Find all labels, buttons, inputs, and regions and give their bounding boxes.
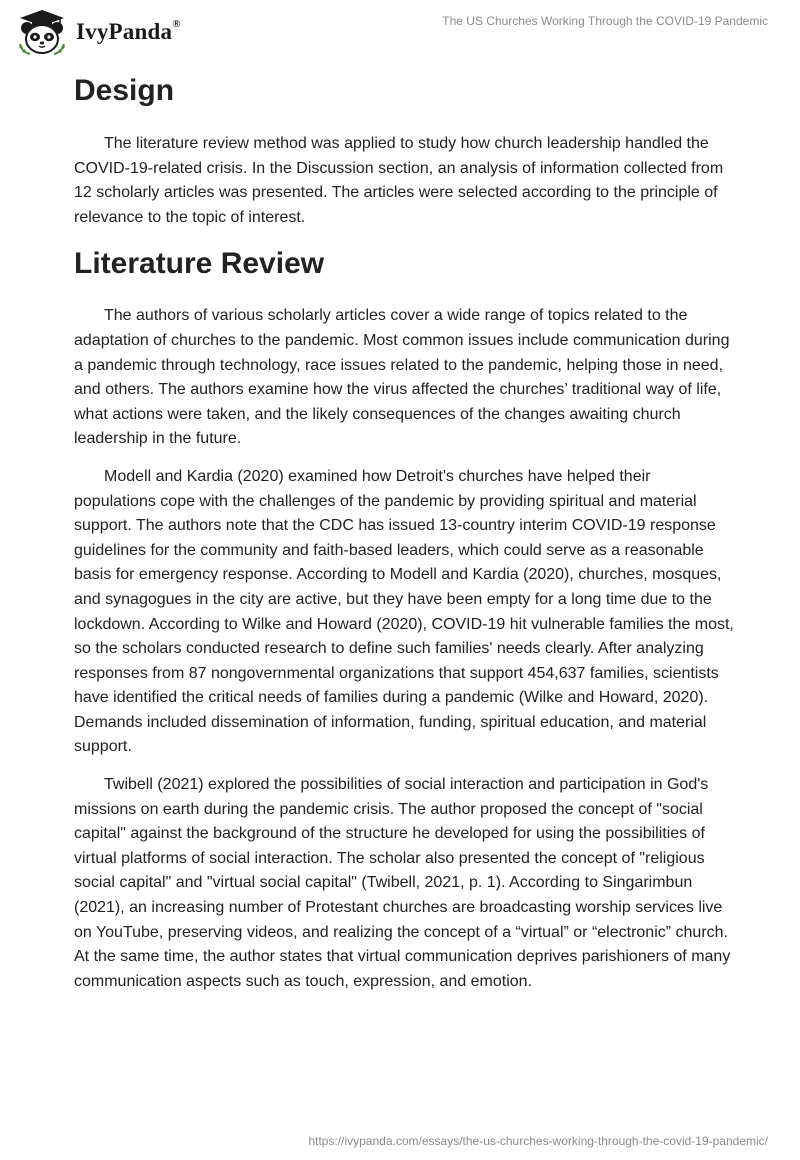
panda-graduate-icon: [14, 8, 70, 56]
brand-logo[interactable]: [14, 8, 181, 56]
article-body: [74, 70, 734, 1007]
document-title: The US Churches Working Through the COVID-19 Pandemic: [442, 14, 768, 28]
section-heading-design: Design: [74, 74, 175, 107]
section-heading-literature-review: Literature Review: [74, 247, 325, 281]
source-url[interactable]: https://ivypanda.com/essays/the-us-churches-working-through-the-covid-19-pandemic/: [308, 1134, 768, 1148]
paragraph: Modell and Kardia (2020) examined how Detroit's churches have helped their populations cope with the challenges of the pandemic by providing spiritual and material support. The authors note that the CDC has issued 13-country interim COVID-19 response guidelines for the community and faith-based leaders, which could serve as a reasonable basis for emergency response. According to Modell and Kardia (2020), churches, mosques, and synagogues in the city are active, but they have been empty for a long time due to the lockdown. According to Wilke and Howard (2020), COVID-19 hit vulnerable families the most, so the scholars conducted research to define such families' needs clearly. After analyzing responses from 87 nongovernmental organizations that support 454,637 families, scientists have identified the critical needs of families during a pandemic (Wilke and Howard, 2020). Demands included dissemination of information, funding, spiritual education, and material support.: [74, 467, 734, 756]
registered-mark: ®: [172, 18, 181, 31]
paragraph: Twibell (2021) explored the possibilities of social interaction and participation in God's missions on earth during the pandemic crisis. The author proposed the concept of "social capital" against the background of the structure he developed for using the possibilities of virtual platforms of social interaction. The scholar also presented the concept of "religious social capital" and "virtual social capital" (Twibell, 2021, p. 1). According to Singarimbun (2021), an increasing number of Protestant churches are broadcasting worship services live on YouTube, preserving videos, and realizing the concept of a “virtual” or “electronic” church. At the same time, the author states that virtual communication deprives parishioners of many communication aspects such as touch, expression, and emotion.: [74, 776, 731, 990]
paragraph: The authors of various scholarly articles cover a wide range of topics related to the adaptation of churches to the pandemic. Most common issues include communication during a pandemic through technology, race issues related to the pandemic, helping those in need, and others. The authors examine how the virus affected the churches’ traditional way of life, what actions were taken, and the likely consequences of the changes awaiting church leadership in the future.: [74, 307, 730, 448]
paragraph: The literature review method was applied to study how church leadership handled the COVID-19-related crisis. In the Discussion section, an analysis of information collected from 12 scholarly articles was presented. The articles were selected according to the principle of relevance to the topic of interest.: [74, 135, 724, 226]
brand-name: IvyPanda®: [76, 18, 181, 44]
page-header: [0, 0, 800, 64]
